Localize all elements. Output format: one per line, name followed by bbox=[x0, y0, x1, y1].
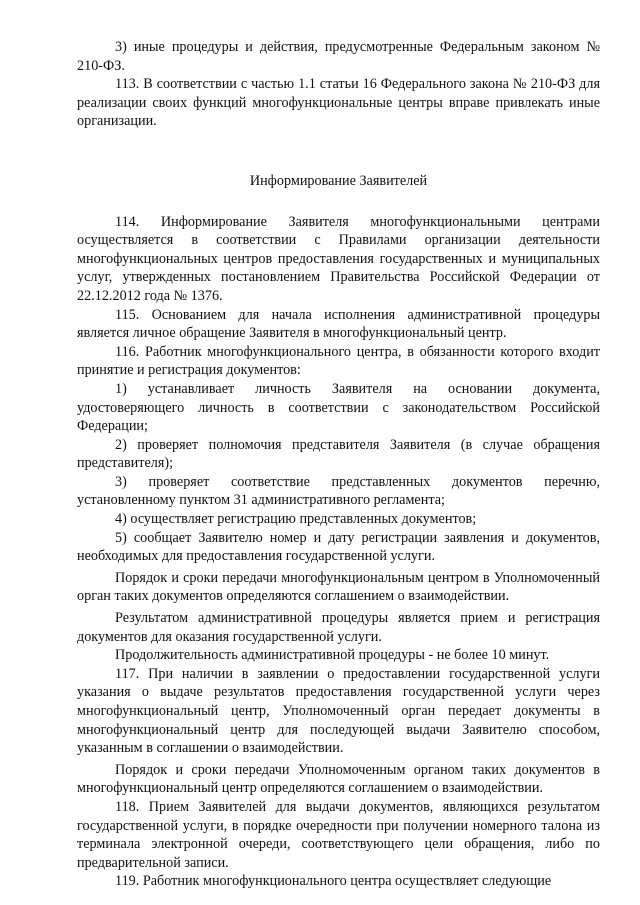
paragraph-item-3: 3) иные процедуры и действия, предусмотренные Федеральным законом № 210-ФЗ. bbox=[77, 39, 600, 74]
paragraph-117: 117. При наличии в заявлении о предоставлении государственной услуги указания о выдаче результатов предоставления государственной услуги через многофункциональный центр, Уполномоченный орган передает документы в многофункциональный центр для последующей выдачи Заявителю способом, указанным в соглашении о взаимодействии. bbox=[77, 665, 600, 757]
paragraph-119: 119. Работник многофункционального центра осуществляет следующие bbox=[115, 873, 552, 890]
paragraph-116-item-2: 2) проверяет полномочия представителя Заявителя (в случае обращения представителя); bbox=[77, 436, 600, 472]
paragraph-114: 114. Информирование Заявителя многофункциональными центрами осуществляется в соответствии с Правилами организации деятельности многофункциональных центров предоставления государственных и муниципальных услуг, утвержденных постановлением Правительства Российской Федерации от 22.12.2012 года № 1376. bbox=[77, 213, 600, 304]
paragraph-result: Результатом административной процедуры является прием и регистрация документов для оказания государственной услуги. bbox=[77, 610, 600, 645]
paragraph-116-item-1: 1) устанавливает личность Заявителя на основании документа, удостоверяющего личность в соответствии с законодательством Российской Федерации; bbox=[77, 380, 600, 435]
paragraph-113: 113. В соответствии с частью 1.1 статьи 16 Федерального закона № 210-ФЗ для реализации своих функций многофункциональные центры вправе привлекать иные организации. bbox=[77, 76, 600, 130]
paragraph-transfer-order: Порядок и сроки передачи многофункциональным центром в Уполномоченный орган таких документов определяются соглашением о взаимодействии. bbox=[77, 569, 600, 605]
paragraph-115: 115. Основанием для начала исполнения административной процедуры является личное обращение Заявителя в многофункциональный центр. bbox=[77, 306, 600, 342]
paragraph-116: 116. Работник многофункционального центра, в обязанности которого входит принятие и регистрация документов: bbox=[77, 343, 600, 379]
section-heading: Информирование Заявителей bbox=[249, 172, 428, 189]
paragraph-transfer-order-2: Порядок и сроки передачи Уполномоченным органом таких документов в многофункциональный центр определяются соглашением о взаимодействии. bbox=[77, 761, 600, 797]
paragraph-116-item-4: 4) осуществляет регистрацию представленных документов; bbox=[115, 511, 477, 528]
paragraph-118: 118. Прием Заявителей для выдачи документов, являющихся результатом государственной услуги, в порядке очередности при получении номерного талона из терминала электронной очереди, соответствующего цели обращения, либо по предварительной записи. bbox=[77, 798, 600, 871]
document-page bbox=[77, 38, 600, 891]
paragraph-116-item-5: 5) сообщает Заявителю номер и дату регистрации заявления и документов, необходимых для предоставления государственной услуги. bbox=[77, 529, 600, 565]
paragraph-duration: Продолжительность административной процедуры - не более 10 минут. bbox=[115, 647, 550, 664]
paragraph-116-item-3: 3) проверяет соответствие представленных документов перечню, установленному пунктом 31 административного регламента; bbox=[77, 473, 600, 509]
